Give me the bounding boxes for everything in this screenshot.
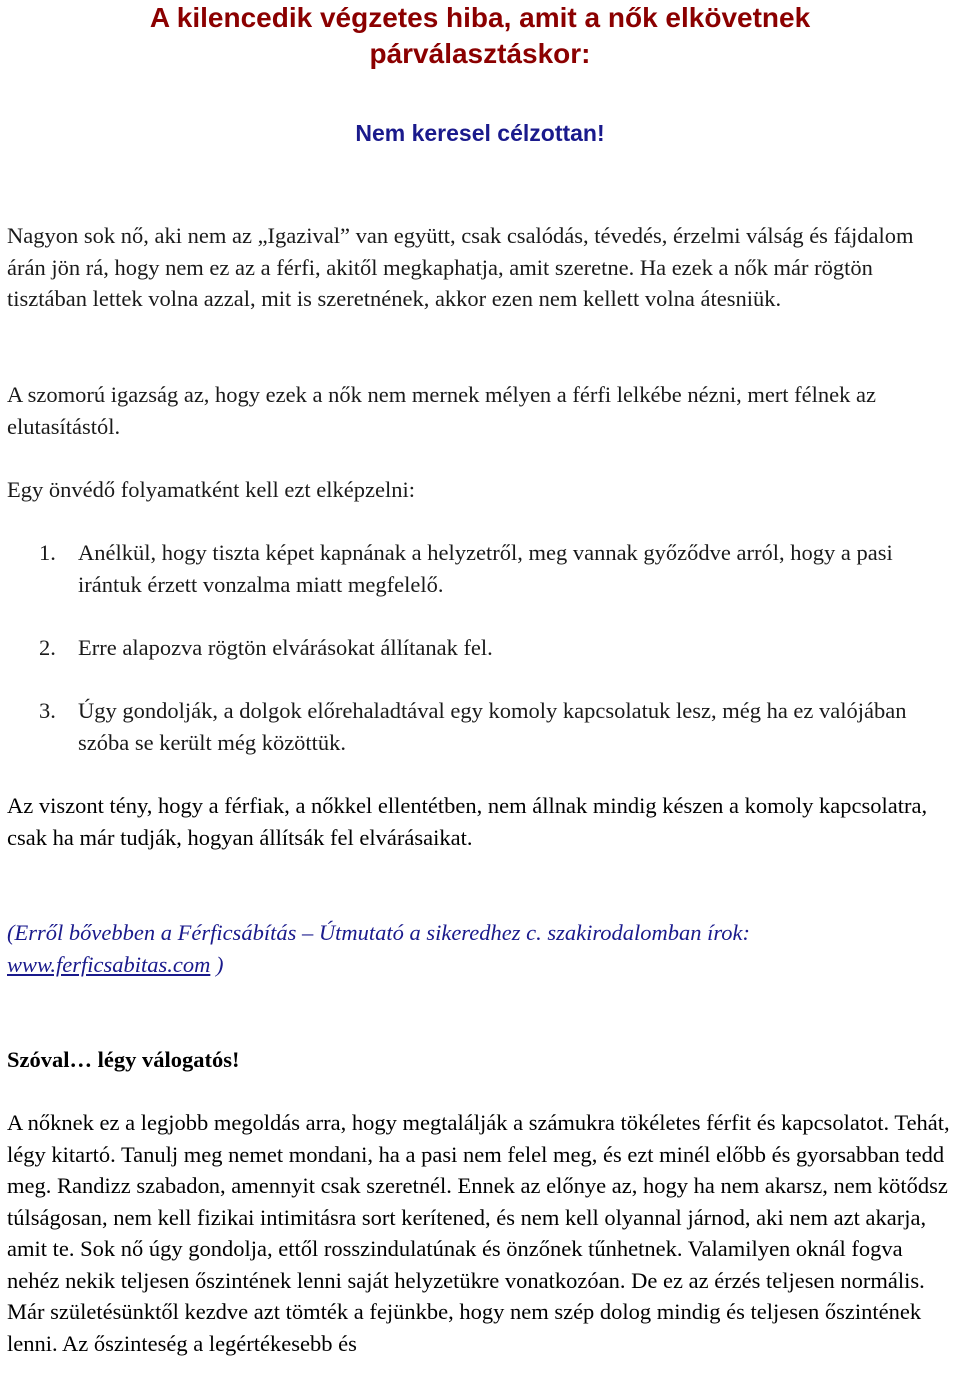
list-number: 3. [39,698,56,723]
paragraph-intro: Nagyon sok nő, aki nem az „Igazival” van együtt, csak csalódás, tévedés, érzelmi válság és fájdalom árán jön rá, hogy nem ez az a férfi, akitől megkaphatja, amit szeretne. Ha ezek a nők már rögtön tisztában lettek volna azzal, mit is szeretnének, akkor ezen nem kellett volna átesniük. [7,223,914,311]
document-title [0,0,960,72]
reference-text: (Erről bővebben a Férficsábítás – Útmutató a sikeredhez c. szakirodalomban írok: [7,920,751,945]
document-subtitle: Nem keresel célzottan! [355,120,605,146]
reference-close: ) [210,951,224,977]
list-item-2 [7,632,957,664]
paragraph-self-defense: Egy önvédő folyamatként kell ezt elképzelni: [7,477,415,502]
list-number: 1. [39,540,56,565]
list-text: Erre alapozva rögtön elvárásokat állítanak fel. [78,635,493,660]
reference-note [7,917,957,980]
section-heading: Szóval… légy válogatós! [7,1047,240,1072]
title-line-1: A kilencedik végzetes hiba, amit a nők elkövetnek [149,2,811,33]
list-item-3 [7,695,957,758]
list-number: 2. [39,635,56,660]
list-item-1 [7,537,957,600]
paragraph-sad-truth: A szomorú igazság az, hogy ezek a nők nem mernek mélyen a férfi lelkébe nézni, mert félnek az elutasítástól. [7,382,876,439]
list-text: Anélkül, hogy tiszta képet kapnának a helyzetről, meg vannak győződve arról, hogy a pasi irántuk érzett vonzalma miatt megfelelő. [78,540,893,597]
paragraph-men-fact: Az viszont tény, hogy a férfiak, a nőkkel ellentétben, nem állnak mindig készen a komoly kapcsolatra, csak ha már tudják, hogyan állítsák fel elvárásaikat. [7,793,928,850]
list-text: Úgy gondolják, a dolgok előrehaladtával egy komoly kapcsolatuk lesz, még ha ez valójában szóba se került még közöttük. [78,698,907,755]
reference-link[interactable]: www.ferficsabitas.com [7,951,211,977]
paragraph-be-picky: A nőknek ez a legjobb megoldás arra, hogy megtalálják a számukra tökéletes férfit és kapcsolatot. Tehát, légy kitartó. Tanulj meg nemet mondani, ha a pasi nem felel meg, és ezt minél előbb és gyorsabban tedd meg. Randizz szabadon, amennyit csak szeretnél. Ennek az előnye az, hogy ha nem akarsz, nem kötődsz túlságosan, nem kell fizikai intimitásra sort kerítened, és nem kell olyannal járnod, aki nem azt akarja, amit te. Sok nő úgy gondolja, ettől rosszindulatúnak és önzőnek tűnhetnek. Valamilyen oknál fogva nehéz nekik teljesen őszintének lenni saját helyzetükre vonatkozóan. De ez az érzés teljesen normális. Már születésünktől kezdve azt tömték a fejünkbe, hogy nem szép dolog mindig és teljesen őszintének lenni. Az őszinteség a legértékesebb és [7,1110,950,1356]
title-line-2: párválasztáskor: [369,38,591,69]
